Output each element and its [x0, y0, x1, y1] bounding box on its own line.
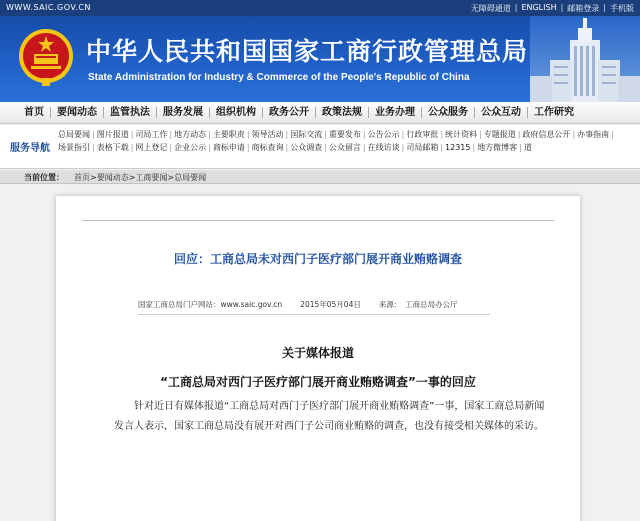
service-link[interactable]: 地方动态: [174, 130, 207, 139]
nav-business[interactable]: 业务办理: [369, 107, 422, 118]
service-nav-label: 服务导航: [10, 143, 50, 154]
separator: |: [440, 130, 444, 139]
article-source: 国家工商总局门户网站：www.saic.gov.cn: [138, 300, 283, 309]
separator: |: [324, 143, 327, 152]
separator: |: [208, 143, 211, 152]
top-bar: [0, 0, 640, 16]
main-navigation: [0, 102, 640, 124]
service-nav-links: [58, 128, 640, 154]
separator: |: [92, 143, 95, 152]
english-link[interactable]: ENGLISH: [521, 3, 557, 12]
breadcrumb[interactable]: 首页>要闻动态>工商要闻>总局要闻: [74, 173, 207, 182]
separator: |: [130, 143, 134, 152]
top-links: [471, 3, 634, 14]
separator: |: [560, 3, 564, 12]
breadcrumb-bar: [0, 170, 640, 184]
article-meta: [138, 299, 498, 310]
service-link[interactable]: 行政审批: [406, 130, 439, 139]
separator: |: [285, 143, 289, 152]
service-link[interactable]: 办事指南: [577, 130, 610, 139]
article-subtitle: 关于媒体报道: [281, 346, 354, 360]
separator: |: [169, 130, 173, 139]
article-headline: 回应：工商总局未对西门子医疗部门展开商业贿赂调查: [173, 252, 462, 266]
service-link[interactable]: 重要发布: [328, 130, 361, 139]
service-link[interactable]: 公众调查: [290, 143, 323, 152]
service-link[interactable]: 公众留言: [328, 143, 361, 152]
nav-supervision[interactable]: 监管执法: [104, 107, 157, 118]
separator: |: [246, 130, 250, 139]
service-link[interactable]: 主要职责: [212, 130, 245, 139]
service-link[interactable]: 图片报道: [96, 130, 129, 139]
site-title-chinese: 中华人民共和国国家工商行政管理总局: [86, 37, 529, 66]
service-link[interactable]: 领导活动: [251, 130, 284, 139]
service-link[interactable]: 道: [523, 143, 532, 152]
nav-government-affairs[interactable]: 政务公开: [263, 107, 316, 118]
service-link[interactable]: 统计资料: [445, 130, 478, 139]
site-url: WWW.SAIC.GOV.CN: [6, 3, 91, 12]
nav-public-interaction[interactable]: 公众互动: [475, 107, 528, 118]
separator: |: [401, 143, 405, 152]
mail-login-link[interactable]: 邮箱登录: [567, 4, 600, 13]
nav-public-service[interactable]: 公众服务: [422, 107, 475, 118]
service-link[interactable]: 地方微博客: [477, 143, 518, 152]
article-body: 针对近日有媒体报道“工商总局对西门子医疗部门展开商业贿赂调查”一事，国家工商总局新闻发言人表示，国家工商总局没有展开对西门子公司商业贿赂的调查，也没有接受相关媒体的采访。: [114, 401, 545, 432]
nav-organization[interactable]: 组织机构: [210, 107, 263, 118]
separator: |: [572, 130, 576, 139]
article-origin: 来源： 工商总局办公厅: [378, 300, 458, 309]
nav-research[interactable]: 工作研究: [534, 107, 574, 118]
service-link[interactable]: 政府信息公开: [522, 130, 571, 139]
building-icon: [530, 16, 640, 102]
service-link[interactable]: 专题报道: [483, 130, 516, 139]
service-link[interactable]: 商标查询: [251, 143, 284, 152]
separator: |: [285, 130, 289, 139]
separator: |: [479, 130, 482, 139]
separator: |: [362, 130, 366, 139]
separator: |: [208, 130, 211, 139]
service-link[interactable]: 国际交流: [290, 130, 323, 139]
separator: |: [472, 143, 476, 152]
separator: |: [169, 143, 173, 152]
separator: |: [440, 143, 444, 152]
divider: [138, 314, 490, 315]
site-title-english: State Administration for Industry & Commerce of the People's Republic of China: [88, 72, 470, 83]
national-emblem-icon: [16, 26, 76, 90]
nav-home[interactable]: 首页: [18, 107, 51, 118]
accessibility-link[interactable]: 无障碍通道: [470, 4, 511, 13]
separator: |: [130, 130, 134, 139]
separator: |: [519, 143, 522, 152]
separator: |: [92, 130, 95, 139]
service-link[interactable]: 司局工作: [135, 130, 168, 139]
separator: |: [514, 3, 518, 12]
service-link[interactable]: 在线访谈: [367, 143, 400, 152]
separator: |: [517, 130, 521, 139]
service-link[interactable]: 商标申请: [212, 143, 245, 152]
nav-policies[interactable]: 政策法规: [316, 107, 369, 118]
service-link[interactable]: 总局要闻: [58, 130, 90, 139]
separator: |: [362, 143, 366, 152]
service-link[interactable]: 网上登记: [135, 143, 168, 152]
separator: |: [324, 130, 327, 139]
service-link[interactable]: 企业公示: [174, 143, 207, 152]
site-header: [0, 16, 640, 102]
separator: |: [246, 143, 250, 152]
separator: |: [401, 130, 405, 139]
article-subtitle: “工商总局对西门子医疗部门展开商业贿赂调查”一事的回应: [160, 375, 476, 389]
breadcrumb-label: 当前位置：: [24, 173, 64, 182]
service-link[interactable]: 12315: [445, 143, 471, 152]
nav-news[interactable]: 要闻动态: [51, 107, 104, 118]
separator: |: [603, 3, 606, 12]
service-link[interactable]: 司局邮箱: [406, 143, 439, 152]
separator: |: [611, 130, 614, 139]
article-date: 2015年05月04日: [300, 300, 361, 309]
article-panel: [56, 196, 580, 521]
mobile-link[interactable]: 手机版: [610, 4, 634, 13]
service-link[interactable]: 公告公示: [367, 130, 400, 139]
nav-service-development[interactable]: 服务发展: [157, 107, 210, 118]
service-link[interactable]: 场景指引: [58, 143, 90, 152]
divider: [82, 220, 554, 221]
service-navigation: [0, 125, 640, 169]
service-link[interactable]: 表格下载: [96, 143, 129, 152]
